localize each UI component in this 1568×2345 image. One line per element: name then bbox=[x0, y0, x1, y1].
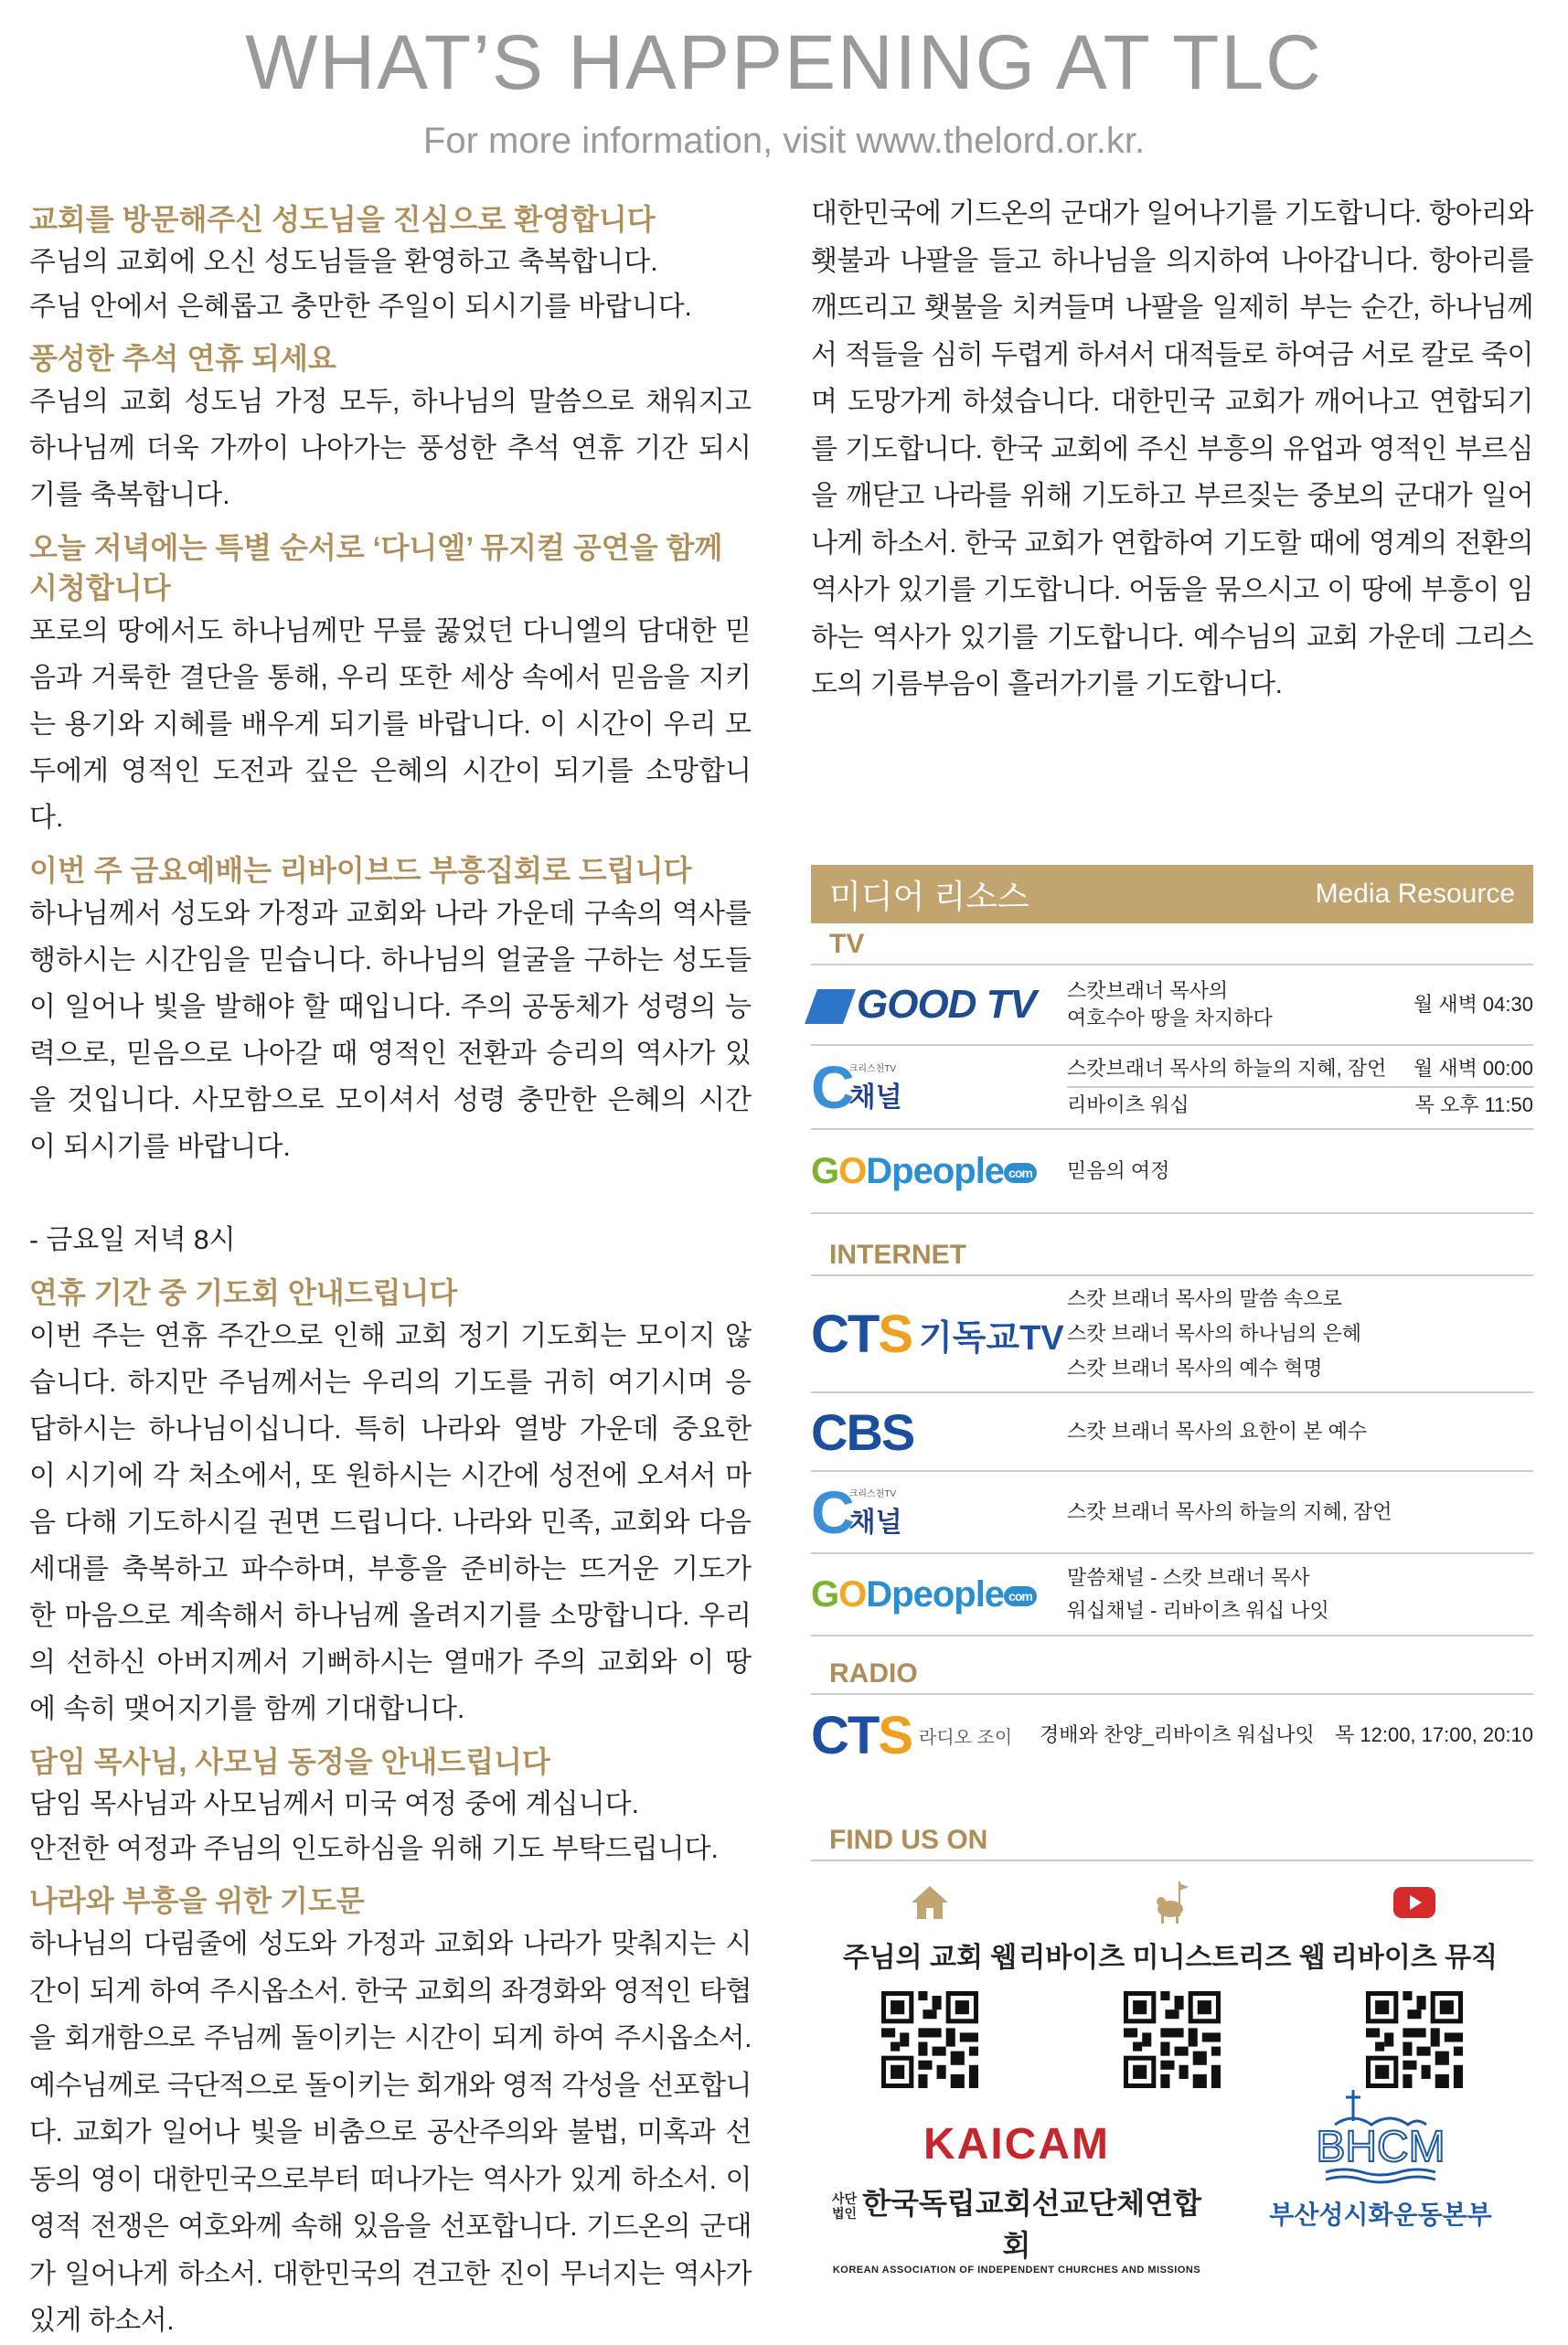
media-row-cchannel bbox=[811, 1046, 1533, 1130]
bhcm-logo bbox=[1262, 2084, 1499, 2232]
find-item-revitz-music[interactable] bbox=[1305, 1880, 1524, 2088]
media-resource bbox=[811, 865, 1533, 1775]
kaicam-english-name: KOREAN ASSOCIATION OF INDEPENDENT CHURCHES AND MISSIONS bbox=[832, 2265, 1201, 2276]
cts-logo: CTS 기독교TV bbox=[811, 1304, 1064, 1364]
program-time: 목 12:00, 17:00, 20:10 bbox=[1335, 1723, 1533, 1746]
page-title: WHAT’S HAPPENING AT TLC bbox=[245, 19, 1323, 105]
find-item-label: 주님의 교회 웹 bbox=[842, 1943, 1018, 1973]
media-title-ko: 미디어 리소스 bbox=[829, 877, 1029, 915]
media-row-cbs bbox=[811, 1393, 1533, 1472]
announcement-body: 이번 주는 연휴 주간으로 인해 교회 정기 기도회는 모이지 않습니다. 하지만 주님께서는 우리의 기도를 귀히 여기시며 응답하시는 하나님이십니다. 특히 나라와 열방 가운데 중요한 이 시기에 각 처소에서, 또 원하시는 시간에 성전에 오셔서 마음 다해 기도하시길 권면 드립니다. 나라와 민족, 교회와 다음 세대를 축복하고 파수하며, 부흥을 준비하는 뜨거운 기도가 한 마음으로 계속해서 하나님께 올려지기를 소망합니다. 우리의 선하신 아버지께서 기뻐하시는 열매가 주의 교회와 이 땅에 속히 맺어지기를 함께 기대합니다. bbox=[29, 1321, 752, 1724]
program-title: 경배와 찬양_리바이츠 워십나잇 bbox=[1040, 1723, 1315, 1746]
announcement-title: 교회를 방문해주신 성도님을 진심으로 환영합니다 bbox=[29, 203, 656, 236]
announcement-title: 이번 주 금요예배는 리바이브드 부흥집회로 드립니다 bbox=[29, 854, 692, 887]
media-row-goodtv bbox=[811, 965, 1533, 1046]
media-row-godpeople-internet bbox=[811, 1554, 1533, 1636]
announcement-body: 주님의 교회 성도님 가정 모두, 하나님의 말씀으로 채워지고 하나님께 더욱 가까이 나아가는 풍성한 추석 연휴 기간 되시기를 축복합니다. bbox=[29, 387, 752, 510]
program-title: 스캇 브래너 목사의 하늘의 지혜, 잠언 bbox=[1067, 1500, 1392, 1523]
announcement-title: 풍성한 추석 연휴 되세요 bbox=[29, 342, 336, 375]
prayer-continued-column bbox=[811, 190, 1533, 709]
svg-text:BHCM: BHCM bbox=[1316, 2123, 1445, 2171]
find-item-revitz-web[interactable] bbox=[1019, 1880, 1326, 2088]
home-icon bbox=[910, 1880, 950, 1925]
goodtv-logo: GOOD TV bbox=[811, 982, 1067, 1028]
radio-label: RADIO bbox=[811, 1653, 1533, 1695]
tv-label: TV bbox=[811, 923, 1533, 965]
program-title: 스캇 브래너 목사의 예수 혁명 bbox=[1067, 1357, 1323, 1380]
announcement-body: 주님의 교회에 오신 성도님들을 환영하고 축복합니다. 주님 안에서 은혜롭고 충만한 주일이 되시기를 바랍니다. bbox=[29, 247, 692, 322]
program-title: 말씀채널 - 스캇 브래너 목사 bbox=[1067, 1566, 1310, 1589]
announcement-title: 오늘 저녁에는 특별 순서로 ‘다니엘’ 뮤지컬 공연을 함께 시청합니다 bbox=[29, 531, 723, 604]
media-header-bar bbox=[811, 865, 1533, 923]
program-title: 스캇브래너 목사의 하늘의 지혜, 잠언 bbox=[1067, 1057, 1387, 1080]
media-row-cts bbox=[811, 1276, 1533, 1393]
announcement bbox=[29, 1742, 752, 1871]
bhcm-emblem-icon bbox=[1307, 2084, 1454, 2185]
godpeople-logo: GODpeople com bbox=[811, 1151, 1067, 1192]
program-title: 믿음의 여정 bbox=[1067, 1159, 1170, 1182]
program-title: 스캇 브래너 목사의 하나님의 은혜 bbox=[1067, 1322, 1361, 1345]
media-row-cts-radio bbox=[811, 1695, 1533, 1775]
program-time: 월 새벽 00:00 bbox=[1413, 1057, 1533, 1080]
announcements-column bbox=[29, 190, 752, 2345]
announcement-title: 나라와 부흥을 위한 기도문 bbox=[29, 1884, 365, 1917]
announcement bbox=[29, 850, 752, 1263]
find-item-label: 리바이츠 뮤직 bbox=[1330, 1943, 1499, 1973]
program-title: 스캇 브래너 목사의 말씀 속으로 bbox=[1067, 1287, 1342, 1310]
kaicam-logo bbox=[820, 2119, 1213, 2276]
program-time: 목 오후 11:50 bbox=[1414, 1093, 1533, 1116]
find-label: FIND US ON bbox=[811, 1819, 1533, 1861]
announcement bbox=[29, 528, 752, 841]
lamb-icon bbox=[1152, 1880, 1192, 1925]
announcement-title: 담임 목사님, 사모님 동정을 안내드립니다 bbox=[29, 1745, 550, 1778]
qr-code[interactable] bbox=[881, 1991, 978, 2088]
bhcm-korean-name: 부산성시화운동본부 bbox=[1269, 2201, 1492, 2229]
announcement-body: 담임 목사님과 사모님께서 미국 여정 중에 계십니다. 안전한 여정과 주님의 인도하심을 위해 기도 부탁드립니다. bbox=[29, 1789, 719, 1864]
program-title: 워십채널 - 리바이츠 워십 나잇 bbox=[1067, 1599, 1329, 1622]
program-title: 스캇 브래너 목사의 요한이 본 예수 bbox=[1067, 1420, 1368, 1443]
prayer-continued: 대한민국에 기드온의 군대가 일어나기를 기도합니다. 항아리와 횃불과 나팔을 들고 하나님을 의지하여 나아갑니다. 항아리를 깨뜨리고 횃불을 치켜들며 나팔을 일제히 부는 순간, 하나님께서 적들을 심히 두렵게 하셔서 대적들로 하여금 서로 칼로 죽이며 도망가게 하셨습니다. 대한민국 교회가 깨어나고 연합되기를 기도합니다. 한국 교회에 주신 부흥의 유업과 영적인 부르심을 깨닫고 나라를 위해 기도하고 부르짖는 중보의 군대가 일어나게 하소서. 한국 교회가 연합하여 기도할 때에 영계의 전환의 역사가 있기를 기도합니다. 어둠을 묶으시고 이 땅에 부흥이 임하는 역사가 있기를 기도합니다. 예수님의 교회 가운데 그리스도의 기름부음이 흘러가기를 기도합니다. bbox=[811, 198, 1533, 699]
find-us-on bbox=[811, 1819, 1533, 2088]
media-title-en: Media Resource bbox=[1315, 879, 1515, 909]
program-time: 월 새벽 04:30 bbox=[1413, 993, 1533, 1016]
youtube-icon bbox=[1393, 1880, 1435, 1925]
kaicam-korean-name: 사단 법인 한국독립교회선교단체연합회 bbox=[831, 2187, 1201, 2262]
media-row-cchannel-internet bbox=[811, 1472, 1533, 1554]
qr-code[interactable] bbox=[1124, 1991, 1221, 2088]
cchannel-logo: C 크리스천TV 채널 bbox=[811, 1053, 902, 1121]
kaicam-wordmark: KAICAM bbox=[923, 2120, 1110, 2169]
find-item-label: 리바이츠 미니스트리즈 웹 bbox=[1019, 1943, 1326, 1973]
cchannel-logo: C 크리스천TV 채널 bbox=[811, 1478, 902, 1546]
qr-code[interactable] bbox=[1366, 1991, 1463, 2088]
page-subtitle: For more information, visit www.thelord.or.kr. bbox=[422, 121, 1146, 161]
announcement-body: 하나님의 다림줄에 성도와 가정과 교회와 나라가 맞춰지는 시간이 되게 하여 주시옵소서. 한국 교회의 좌경화와 영적인 타협을 회개함으로 주님께 돌이키는 시간이 되게 하여 주시옵소서. 예수님께로 극단적으로 돌이키는 회개와 영적 각성을 선포합니다. 교회가 일어나 빛을 비춤으로 공산주의와 불법, 미혹과 선동의 영이 대한민국으로부터 떠나가는 역사가 있게 하소서. 이 영적 전쟁은 여호와께 속해 있음을 선포합니다. 기드온의 군대가 일어나게 하소서. 대한민국의 견고한 진이 무너지는 역사가 있게 하소서. bbox=[29, 1929, 752, 2336]
announcement bbox=[29, 199, 752, 329]
program-title: 스캇브래너 목사의 여호수아 땅을 차지하다 bbox=[1067, 979, 1273, 1029]
announcement bbox=[29, 1273, 752, 1732]
announcement bbox=[29, 338, 752, 518]
announcement-title: 연휴 기간 중 기도회 안내드립니다 bbox=[29, 1276, 458, 1309]
cbs-logo: CBS bbox=[811, 1402, 914, 1461]
program-title: 리바이츠 워십 bbox=[1067, 1093, 1189, 1116]
internet-label: INTERNET bbox=[811, 1234, 1533, 1276]
find-item-church-web[interactable] bbox=[820, 1880, 1040, 2088]
announcement bbox=[29, 1881, 752, 2345]
page-header bbox=[0, 16, 1568, 162]
cts-radio-logo: CTS 라디오 조이 bbox=[811, 1705, 1013, 1765]
media-row-godpeople bbox=[811, 1130, 1533, 1214]
announcement-body: 포로의 땅에서도 하나님께만 무릎 꿇었던 다니엘의 담대한 믿음과 거룩한 결단을 통해, 우리 또한 세상 속에서 믿음을 지키는 용기와 지혜를 배우게 되기를 바랍니다. 이 시간이 우리 모두에게 영적인 도전과 깊은 은혜의 시간이 되기를 소망합니다. bbox=[29, 616, 752, 833]
godpeople-logo: GODpeople com bbox=[811, 1574, 1067, 1615]
announcement-body: 하나님께서 성도와 가정과 교회와 나라 가운데 구속의 역사를 행하시는 시간임을 믿습니다. 하나님의 얼굴을 구하는 성도들이 일어나 빛을 발해야 할 때입니다. 주의 공동체가 성령의 능력으로, 믿음으로 나아갈 때 영적인 전환과 승리의 역사가 있을 것입니다. 사모함으로 모이셔서 성령 충만한 은혜의 시간이 되시기를 바랍니다. - 금요일 저녁 8시 bbox=[29, 899, 752, 1255]
